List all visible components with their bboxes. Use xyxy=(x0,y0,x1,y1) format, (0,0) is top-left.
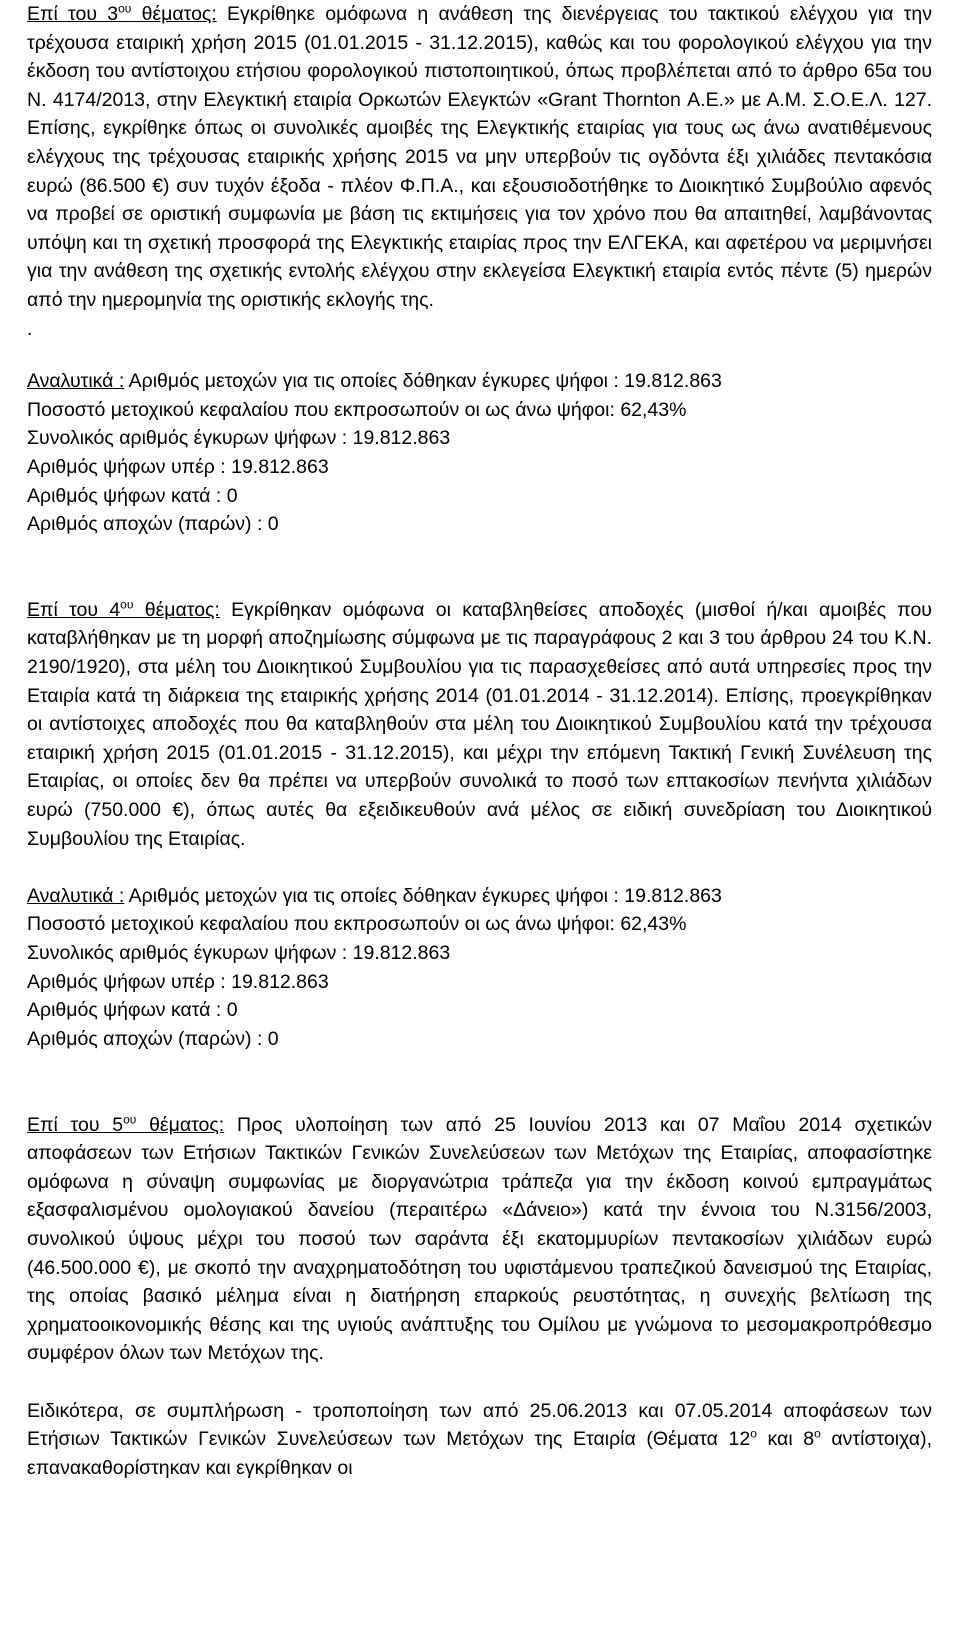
item4-vote-line-1: Ποσοστό μετοχικού κεφαλαίου που εκπροσωπούν οι ως άνω ψήφοι: 62,43% xyxy=(27,913,687,936)
item3-vote-line-3: Αριθμός ψήφων υπέρ : 19.812.863 xyxy=(27,455,329,478)
item3-paragraph xyxy=(27,0,932,315)
item4-votes xyxy=(27,882,932,1054)
item3-vote-line-2: Συνολικός αριθμός έγκυρων ψήφων : 19.812.863 xyxy=(27,427,451,450)
item3-body: Εγκρίθηκε ομόφωνα η ανάθεση της διενέργειας του τακτικού ελέγχου για την τρέχουσα εταιρική χρήση 2015 (01.01.2015 - 31.12.2015), καθώς και του φορολογικού ελέγχου για την έκδοση του αντίστοιχου ετήσιου φορολογικού πιστοποιητικού, όπως προβλέπεται από το άρθρο 65α του Ν. 4174/2013, στην Ελεγκτική εταιρία Ορκωτών Ελεγκτών «Grant Thornton Α.Ε.» με Α.Μ. Σ.Ο.Ε.Λ. 127. Επίσης, εγκρίθηκε όπως οι συνολικές αμοιβές της Ελεγκτικής εταιρίας για τους ως άνω ανατιθέμενους ελέγχους της τρέχουσας εταιρικής χρήσης 2015 να μην υπερβούν τις ογδόντα έξι χιλιάδες πεντακόσια ευρώ (86.500 €) συν τυχόν έξοδα - πλέον Φ.Π.Α., και εξουσιοδοτήθηκε το Διοικητικό Συμβούλιο αφενός να προβεί σε οριστική συμφωνία με βάση τις εκτιμήσεις για τον χρόνο που θα απαιτηθεί, λαμβάνοντας υπόψη και τη σχετική προσφορά της Ελεγκτικής εταιρίας προς την ΕΛΓΕΚΑ, και αφετέρου να μεριμνήσει για την ανάθεση της σχετικής εντολής ελέγχου στην εκλεγείσα Ελεγκτική εταιρία εντός πέντε (5) ημερών από την ημερομηνία της οριστικής εκλογής της. xyxy=(27,3,932,311)
item4-heading: Επί του $4^{o\upsilon}$ θέματος: xyxy=(27,597,220,621)
item4-analytic-label: Αναλυτικά : xyxy=(27,884,125,907)
item4-vote-line-0: Αναλυτικά : Αριθμός μετοχών για τις οποίες δόθηκαν έγκυρες ψήφοι : 19.812.863 xyxy=(27,884,722,907)
item3-analytic-label: Αναλυτικά : xyxy=(27,370,125,393)
item3-vote-line-5: Αριθμός αποχών (παρών) : 0 xyxy=(27,513,279,536)
item4-vote-line-4: Αριθμός ψήφων κατά : 0 xyxy=(27,999,238,1022)
item5-heading: Επί του $5^{o\upsilon}$ θέματος: xyxy=(27,1112,225,1136)
item3-vote-line-0: Αναλυτικά : Αριθμός μετοχών για τις οποίες δόθηκαν έγκυρες ψήφοι : 19.812.863 xyxy=(27,370,722,393)
item4-vote-line-3: Αριθμός ψήφων υπέρ : 19.812.863 xyxy=(27,970,329,993)
item3-vote-line-4: Αριθμός ψήφων κατά : 0 xyxy=(27,484,238,507)
item3-votes xyxy=(27,367,932,539)
item4-paragraph xyxy=(27,596,932,853)
item4-body: Εγκρίθηκαν ομόφωνα οι καταβληθείσες αποδοχές (μισθοί ή/και αμοιβές που καταβλήθηκαν με τη μορφή αποζημίωσης σύμφωνα με τις παραγράφους 2 και 3 του άρθρου 24 του Κ.Ν. 2190/1920), στα μέλη του Διοικητικού Συμβουλίου για τις παρασχεθείσες από αυτά υπηρεσίες προς την Εταιρία κατά τη διάρκεια της εταιρικής χρήσης 2014 (01.01.2014 - 31.12.2014). Επίσης, προεγκρίθηκαν οι αντίστοιχες αποδοχές που θα καταβληθούν στα μέλη του Διοικητικού Συμβουλίου κατά την τρέχουσα εταιρική χρήση 2015 (01.01.2015 - 31.12.2015), και μέχρι την επόμενη Τακτική Γενική Συνέλευση της Εταιρίας, οι οποίες δεν θα πρέπει να υπερβούν συνολικά το ποσό των επτακοσίων πενήντα χιλιάδων ευρώ (750.000 €), όπως αυτές θα εξειδικευθούν ανά μέλος σε ειδική συνεδρίαση του Διοικητικού Συμβουλίου της Εταιρίας. xyxy=(27,598,932,850)
item5-body: Προς υλοποίηση των από 25 Ιουνίου 2013 και 07 Μαΐου 2014 σχετικών αποφάσεων των Ετήσιων Τακτικών Γενικών Συνελεύσεων των Μετόχων της Εταιρίας, αποφασίστηκε ομόφωνα η σύναψη συμφωνίας με διοργανώτρια τράπεζα για την έκδοση κοινού εμπραγμάτως εξασφαλισμένου ομολογιακού δανείου (περαιτέρω «Δάνειο») κατά την έννοια του Ν.3156/2003, συνολικού ύψους μέχρι του ποσού των σαράντα έξι εκατομμυρίων πεντακοσίων χιλιάδων ευρώ (46.500.000 €), με σκοπό την αναχρηματοδότηση του υφιστάμενου τραπεζικού δανεισμού της Εταιρίας, της οποίας βασικό μέλημα είναι η διατήρηση επαρκούς ρευστότητας, η συνεχής βελτίωση της χρηματοοικονομικής θέσης και της υγιούς ανάπτυξης του Ομίλου με γνώμονα το μεσομακροπρόθεσμο συμφέρον όλων των Μετόχων της. xyxy=(27,1113,932,1365)
item5-paragraph xyxy=(27,1111,932,1368)
item4-vote-line-5: Αριθμός αποχών (παρών) : 0 xyxy=(27,1027,279,1050)
item4-vote-line-2: Συνολικός αριθμός έγκυρων ψήφων : 19.812.863 xyxy=(27,942,451,964)
item3-dot: . xyxy=(27,317,33,340)
item5-paragraph-2: Ειδικότερα, σε συμπλήρωση - τροποποίηση των από 25.06.2013 και 07.05.2014 αποφάσεων των Ετήσιων Τακτικών Γενικών Συνελεύσεων των Μετόχων της Εταιρία (Θέματα $12^o$ και $8^o$ αντίστοιχα), επανακαθορίστηκαν και εγκρίθηκαν οι xyxy=(27,1399,932,1479)
item3-vote-line-1: Ποσοστό μετοχικού κεφαλαίου που εκπροσωπούν οι ως άνω ψήφοι: 62,43% xyxy=(27,398,687,421)
item3-heading: Επί του $3^{o\upsilon}$ θέματος: xyxy=(27,1,217,25)
